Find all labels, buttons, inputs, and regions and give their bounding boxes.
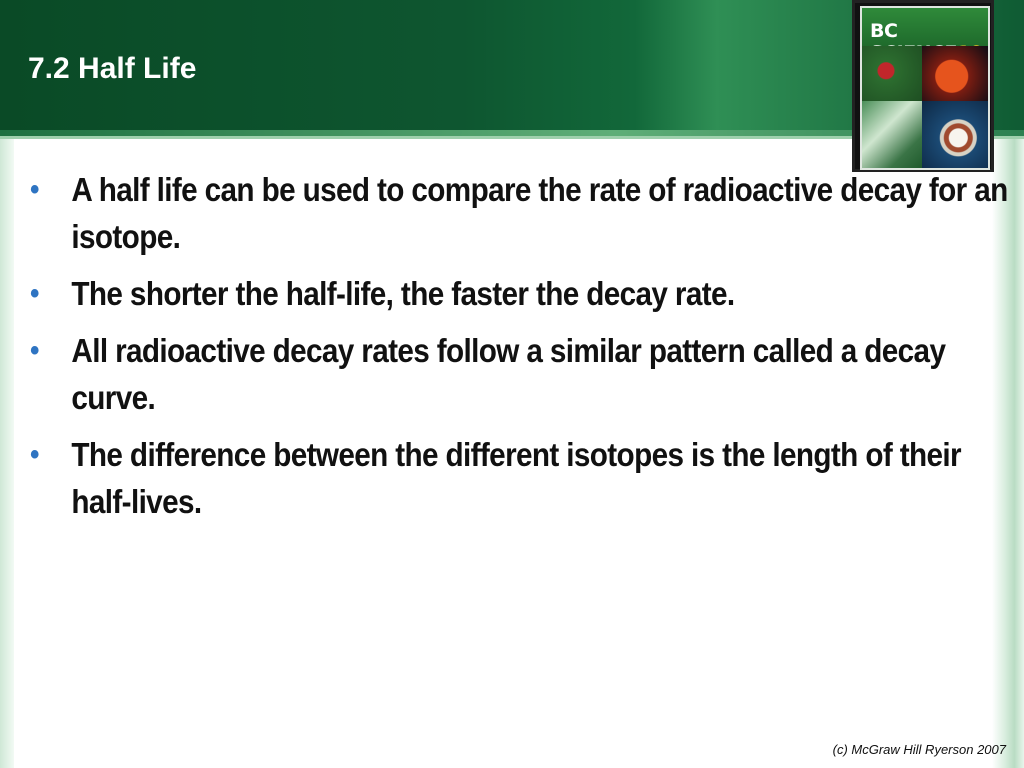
bullet-text: The difference between the different isotopes is the length of their half-lives.	[71, 436, 961, 520]
book-cover-title-text: BC	[870, 20, 898, 42]
bullet-text: A half life can be used to compare the rate of radioactive decay for an isotope.	[71, 171, 1008, 255]
bullet-item	[30, 270, 1024, 317]
bullet-text: All radioactive decay rates follow a similar pattern called a decay curve.	[71, 332, 946, 416]
bullet-item	[30, 327, 1024, 421]
bullet-dot-icon: •	[30, 438, 39, 471]
book-cover-image	[852, 0, 994, 172]
cover-cells-photo	[862, 101, 922, 168]
bullet-list	[30, 166, 1008, 535]
left-decorative-stripe	[0, 139, 14, 768]
book-cover-art	[860, 6, 990, 170]
bullet-item	[30, 431, 1024, 525]
cover-sun-photo	[922, 46, 988, 101]
bullet-item	[30, 166, 1024, 260]
copyright-notice: (c) McGraw Hill Ryerson 2007	[832, 742, 1006, 757]
cover-berries-photo	[862, 46, 922, 101]
slide-title: 7.2 Half Life	[28, 52, 197, 85]
bullet-dot-icon: •	[30, 173, 39, 206]
cover-rollercoaster-photo	[922, 101, 988, 168]
bullet-dot-icon: •	[30, 334, 39, 367]
bullet-dot-icon: •	[30, 277, 39, 310]
bullet-text: The shorter the half-life, the faster the decay rate.	[71, 275, 735, 312]
